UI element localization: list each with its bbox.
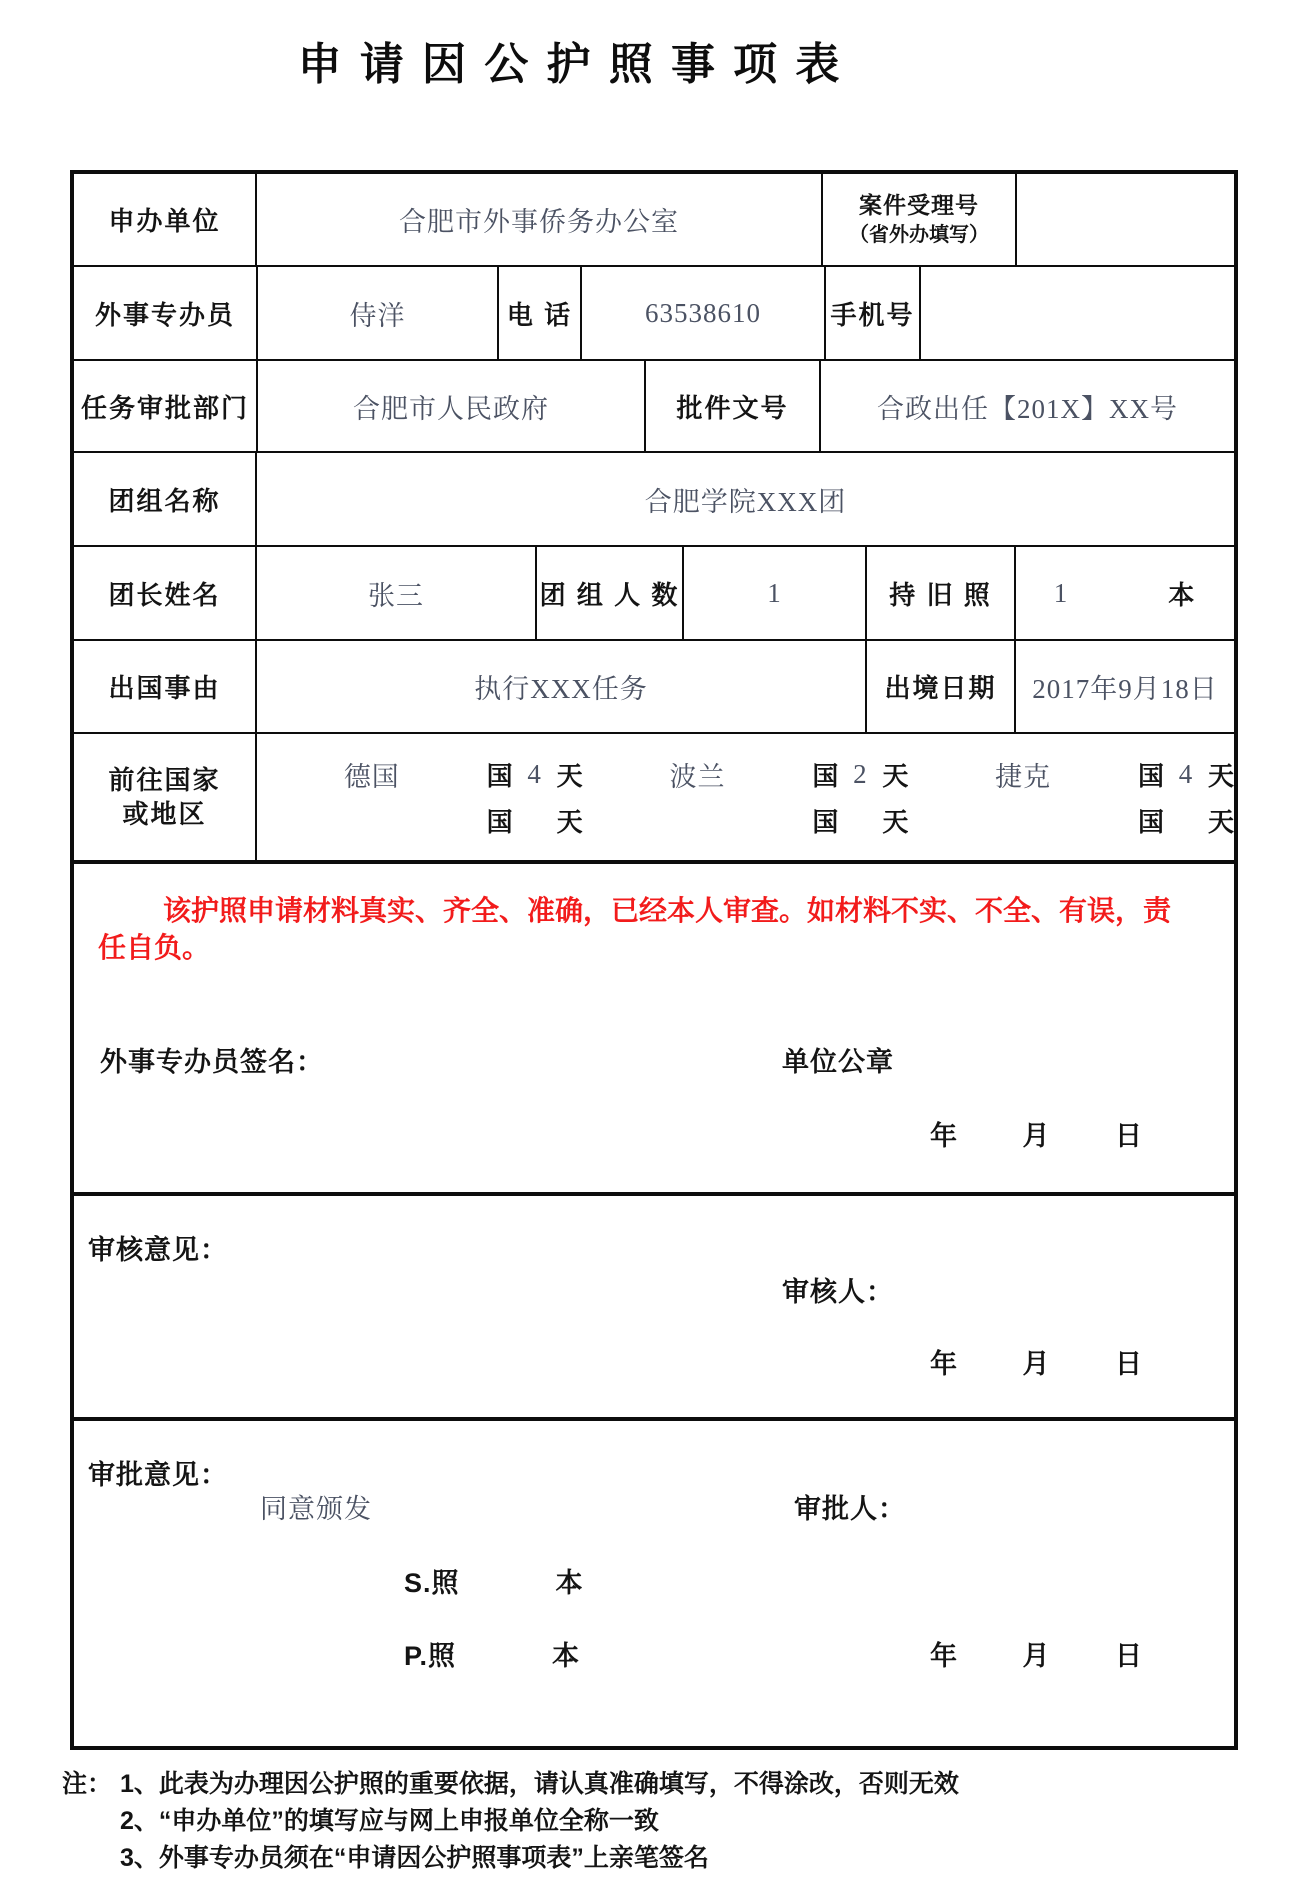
destination-entry-blank	[908, 802, 1234, 839]
old-passport-count: 1	[1053, 577, 1069, 608]
old-passport-unit: 本	[1168, 579, 1197, 610]
section-declaration	[74, 864, 1234, 1196]
departure-date-value: 2017年9月18日	[1032, 674, 1218, 704]
approver-label: 审批人：	[794, 1494, 906, 1524]
p-passport-unit: 本	[552, 1641, 581, 1671]
note-item: 1、此表为办理因公护照的重要依据，请认真准确填写，不得涂改，否则无效	[120, 1770, 959, 1798]
day-word: 日	[1115, 1641, 1143, 1671]
s-passport-line	[404, 1561, 584, 1600]
travel-purpose-label: 出国事由	[74, 641, 257, 732]
departure-date-label: 出境日期	[867, 641, 1016, 732]
approval-opinion-label: 审批意见：	[88, 1460, 228, 1490]
travel-purpose-value: 执行XXX任务	[257, 641, 867, 732]
day-word: 天	[1208, 761, 1234, 791]
case-number-label	[823, 174, 1017, 265]
destination-days: 4	[1178, 759, 1194, 789]
day-word: 天	[882, 807, 909, 837]
case-number-label-line2: （省外办填写）	[849, 223, 989, 246]
approval-department-value: 合肥市人民政府	[258, 361, 646, 451]
passport-form-table	[70, 170, 1238, 1750]
row-applicant-unit	[74, 174, 1234, 267]
day-word: 天	[882, 761, 909, 791]
note-item: 2、“申办单位”的填写应与网上申报单位全称一致	[120, 1807, 659, 1835]
day-word: 日	[1115, 1121, 1143, 1151]
approval-decision-value: 同意颁发	[260, 1494, 372, 1524]
destinations-line-1	[257, 755, 1234, 794]
declaration-statement: 该护照申请材料真实、齐全、准确，已经本人审查。如材料不实、不全、有误，责任自负。	[98, 895, 1172, 963]
footer-notes	[62, 1766, 959, 1877]
page-title: 申 请 因 公 护 照 事 项 表	[297, 40, 843, 89]
country-word: 国	[486, 761, 513, 791]
review-opinion-label: 审核意见：	[88, 1235, 228, 1265]
note-item: 3、外事专办员须在“申请因公护照事项表”上亲笔签名	[120, 1844, 709, 1872]
approval-date-line	[930, 1634, 1143, 1673]
note-line	[62, 1766, 959, 1803]
day-word: 天	[556, 761, 583, 791]
country-word: 国	[812, 761, 839, 791]
applicant-unit-label: 申办单位	[74, 174, 257, 265]
row-destinations	[74, 734, 1234, 864]
country-word: 国	[812, 807, 839, 837]
year-word: 年	[930, 1121, 958, 1151]
destination-entry-blank	[257, 802, 583, 839]
s-passport-label: S.照	[404, 1568, 460, 1598]
section-review-opinion	[74, 1196, 1234, 1421]
applicant-unit-value: 合肥市外事侨务办公室	[257, 174, 823, 265]
day-word: 日	[1115, 1349, 1143, 1379]
destination-country: 德国	[343, 762, 400, 792]
p-passport-line	[404, 1634, 580, 1673]
officer-label: 外事专办员	[74, 267, 258, 359]
section-approval-opinion	[74, 1421, 1234, 1746]
phone-value: 63538610	[582, 267, 826, 359]
year-word: 年	[930, 1641, 958, 1671]
row-group-name	[74, 453, 1234, 547]
case-number-value	[1017, 174, 1234, 265]
approval-department-label: 任务审批部门	[74, 361, 258, 451]
old-passport-label: 持 旧 照	[867, 547, 1016, 639]
officer-name-value: 侍洋	[258, 267, 499, 359]
case-number-label-line1: 案件受理号	[859, 191, 979, 218]
approval-doc-value: 合政出任【201X】XX号	[877, 393, 1178, 424]
reviewer-label: 审核人：	[782, 1277, 894, 1307]
destination-days: 4	[527, 759, 542, 789]
officer-signature-label: 外事专办员签名：	[100, 1047, 324, 1077]
destination-entry	[583, 755, 909, 794]
month-word: 月	[1022, 1121, 1051, 1151]
phone-label: 电 话	[499, 267, 582, 359]
old-passport-value-cell	[1016, 547, 1234, 639]
group-size-label: 团 组 人 数	[537, 547, 684, 639]
year-word: 年	[930, 1349, 958, 1379]
destination-days: 2	[853, 759, 868, 789]
row-foreign-affairs-officer	[74, 267, 1234, 361]
destination-country: 捷克	[995, 762, 1052, 792]
mobile-value	[921, 267, 1234, 359]
note-line	[62, 1803, 959, 1840]
note-line	[62, 1840, 959, 1877]
destinations-label-line2: 或地区	[122, 799, 207, 829]
day-word: 天	[1208, 807, 1234, 837]
row-travel-purpose	[74, 641, 1234, 734]
review-date-line	[930, 1342, 1143, 1381]
destinations-label-line1: 前往国家	[108, 765, 221, 795]
group-name-label: 团组名称	[74, 453, 257, 545]
leader-name-label: 团长姓名	[74, 547, 257, 639]
destination-entry-blank	[583, 802, 909, 839]
month-word: 月	[1022, 1349, 1051, 1379]
destination-entry	[908, 755, 1234, 794]
row-task-approval-department	[74, 361, 1234, 453]
destinations-value-cell	[257, 734, 1234, 860]
destination-entry	[257, 755, 583, 794]
declaration-date-line	[930, 1114, 1143, 1153]
month-word: 月	[1022, 1641, 1051, 1671]
mobile-label: 手机号	[826, 267, 921, 359]
country-word: 国	[1137, 807, 1164, 837]
p-passport-label: P.照	[404, 1641, 457, 1671]
destination-country: 波兰	[669, 762, 726, 792]
country-word: 国	[486, 807, 513, 837]
group-size-value: 1	[684, 547, 867, 639]
group-name-value: 合肥学院XXX团	[644, 486, 847, 517]
destinations-line-2	[257, 802, 1234, 839]
row-group-leader	[74, 547, 1234, 641]
notes-prefix: 注：	[62, 1770, 113, 1798]
country-word: 国	[1137, 761, 1164, 791]
unit-seal-label: 单位公章	[782, 1047, 894, 1077]
day-word: 天	[556, 807, 583, 837]
leader-name-value: 张三	[257, 547, 537, 639]
approval-doc-label: 批件文号	[646, 361, 821, 451]
destinations-label	[74, 734, 257, 860]
s-passport-unit: 本	[555, 1568, 584, 1598]
